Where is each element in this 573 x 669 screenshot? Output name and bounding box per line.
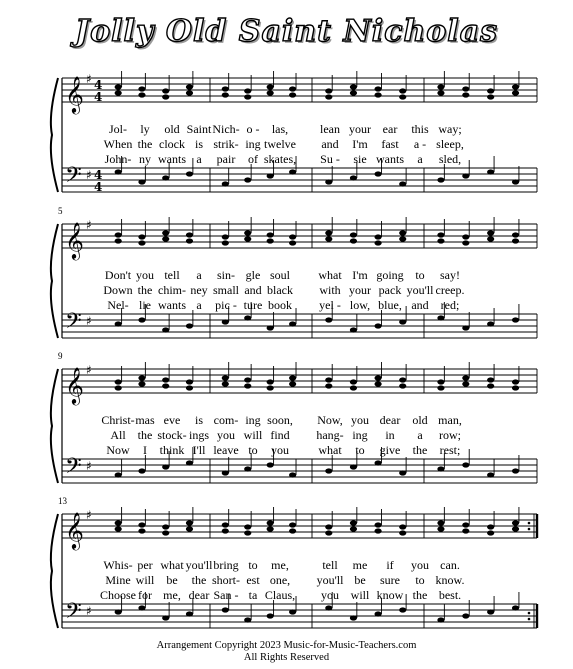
lyric-syllable: one,: [269, 573, 291, 587]
lyric-syllable: me: [352, 558, 368, 572]
lyric-syllable: soul: [269, 268, 291, 282]
lyric-syllable: the: [137, 283, 153, 297]
lyric-syllable: Whis-: [103, 558, 133, 572]
lyric-syllable: be: [354, 573, 366, 587]
lyric-syllable: fast: [381, 137, 399, 151]
lyric-syllable: John-: [104, 152, 132, 166]
measure-number: 9: [58, 351, 63, 361]
lyric-syllable: mas: [135, 413, 155, 427]
lyric-syllable: strik-: [213, 137, 239, 151]
lyric-syllable: tell: [164, 268, 180, 282]
lyric-line: [0, 443, 573, 457]
lyric-syllable: your: [349, 122, 371, 136]
lyric-syllable: a: [196, 152, 202, 166]
lyric-syllable: sure: [380, 573, 400, 587]
lyric-syllable: Now: [106, 443, 130, 457]
lyric-syllable: yel -: [319, 298, 341, 312]
lyric-syllable: San -: [213, 588, 239, 602]
lyric-syllable: Now,: [317, 413, 343, 427]
lyric-line: [0, 573, 573, 587]
lyric-syllable: will: [243, 428, 263, 442]
footer: [0, 640, 573, 664]
lyric-syllable: small: [213, 283, 239, 297]
lyric-syllable: you'll: [406, 283, 434, 297]
time-signature-bottom: 4: [94, 90, 103, 104]
music-system: [0, 351, 573, 507]
lyric-syllable: lean: [320, 122, 340, 136]
treble-clef-icon: 𝄞: [65, 75, 84, 113]
lyric-syllable: I'll: [192, 443, 206, 457]
lyric-syllable: All: [110, 428, 126, 442]
treble-clef-icon: 𝄞: [65, 366, 84, 404]
lyric-syllable: to: [248, 443, 258, 457]
lyric-syllable: wants: [158, 152, 186, 166]
lyric-syllable: what: [160, 558, 184, 572]
lyric-syllable: me,: [163, 588, 181, 602]
lyric-syllable: When: [103, 137, 133, 151]
lyric-syllable: a: [196, 268, 202, 282]
time-signature-top: 4: [94, 78, 103, 92]
sharp-icon: ♯: [86, 459, 92, 474]
measure-number: 13: [58, 496, 67, 506]
lyric-syllable: Mine: [105, 573, 131, 587]
sharp-icon: ♯: [86, 218, 92, 233]
lyric-syllable: clock: [159, 137, 185, 151]
lyric-syllable: and: [321, 137, 339, 151]
lyric-syllable: to: [248, 558, 258, 572]
lyric-syllable: pack: [378, 283, 402, 297]
lyric-syllable: twelve: [264, 137, 296, 151]
treble-clef-icon: 𝄞: [65, 221, 84, 259]
lyric-syllable: man,: [438, 413, 462, 427]
lyric-syllable: to: [355, 443, 365, 457]
lyric-syllable: I'm: [352, 268, 368, 282]
lyric-syllable: to: [415, 573, 425, 587]
sharp-icon: ♯: [86, 72, 92, 87]
lyric-syllable: going: [376, 268, 404, 282]
lyric-syllable: Nel-: [107, 298, 129, 312]
lyric-syllable: ear: [382, 122, 398, 136]
lyric-syllable: with: [319, 283, 341, 297]
lyric-syllable: red;: [440, 298, 460, 312]
lyric-syllable: you: [271, 443, 289, 457]
measure-number: 5: [58, 206, 63, 216]
lyric-syllable: com-: [213, 413, 239, 427]
time-signature-bottom: 4: [94, 180, 103, 194]
lyric-syllable: soon,: [267, 413, 293, 427]
lyric-line: [0, 137, 573, 151]
lyric-syllable: Saint: [186, 122, 212, 136]
lyric-syllable: what: [318, 443, 342, 457]
lyric-syllable: Claus,: [264, 588, 296, 602]
sharp-icon: ♯: [86, 508, 92, 523]
lyric-syllable: Choose: [100, 588, 136, 602]
bass-clef-icon: 𝄢: [65, 454, 82, 484]
lyric-syllable: you: [411, 558, 429, 572]
lyric-syllable: and: [411, 298, 429, 312]
lyric-syllable: old: [412, 413, 428, 427]
lyric-syllable: the: [137, 137, 153, 151]
lyric-syllable: skates,: [263, 152, 297, 166]
lyric-syllable: ing: [245, 137, 261, 151]
lyric-syllable: black: [267, 283, 293, 297]
treble-clef-icon: 𝄞: [65, 511, 84, 549]
lyric-syllable: sie: [353, 152, 367, 166]
lyric-syllable: in: [385, 428, 395, 442]
lyric-syllable: short-: [212, 573, 240, 587]
lyric-syllable: ings: [188, 428, 210, 442]
lyric-syllable: sled,: [438, 152, 462, 166]
lyric-syllable: pair: [216, 152, 236, 166]
lyric-syllable: you'll: [185, 558, 213, 572]
lyric-syllable: leave: [213, 443, 239, 457]
lyric-syllable: Down: [103, 283, 133, 297]
lyric-line: [0, 152, 573, 166]
lyric-syllable: o -: [246, 122, 260, 136]
lyric-syllable: wants: [376, 152, 404, 166]
sharp-icon: ♯: [86, 604, 92, 619]
lyric-syllable: think: [159, 443, 185, 457]
lyric-syllable: this: [411, 122, 429, 136]
lyric-syllable: ing: [245, 413, 261, 427]
music-system: [0, 206, 573, 362]
lyric-syllable: book: [268, 298, 292, 312]
lyric-syllable: bring: [213, 558, 239, 572]
lyric-line: [0, 588, 573, 602]
lyric-syllable: I'm: [352, 137, 368, 151]
bass-clef-icon: 𝄢: [65, 599, 82, 629]
lyric-syllable: gle: [245, 268, 261, 282]
lyric-syllable: be: [166, 573, 178, 587]
lyric-syllable: know: [376, 588, 404, 602]
lyric-syllable: old: [164, 122, 180, 136]
lyric-syllable: rest;: [439, 443, 461, 457]
lyric-line: [0, 428, 573, 442]
lyric-syllable: know.: [435, 573, 465, 587]
lyric-syllable: best.: [438, 588, 462, 602]
lyric-syllable: a -: [413, 137, 427, 151]
sharp-icon: ♯: [86, 363, 92, 378]
lyric-syllable: give: [379, 443, 401, 457]
lyric-syllable: Su -: [320, 152, 340, 166]
lyric-syllable: the: [412, 443, 428, 457]
lyric-syllable: Christ-: [101, 413, 135, 427]
lyric-syllable: creep.: [435, 283, 465, 297]
lyric-line: [0, 298, 573, 312]
lyric-syllable: dear: [379, 413, 401, 427]
lyric-syllable: I: [143, 443, 147, 457]
rights-line: All Rights Reserved: [243, 652, 330, 663]
lyric-syllable: sleep,: [436, 137, 464, 151]
lyric-syllable: ta: [248, 588, 258, 602]
lyric-syllable: eve: [163, 413, 181, 427]
lyric-syllable: row;: [439, 428, 461, 442]
lyric-syllable: pic -: [215, 298, 237, 312]
lyric-syllable: lie: [139, 298, 151, 312]
time-signature-top: 4: [94, 168, 103, 182]
lyric-syllable: per: [137, 558, 153, 572]
sharp-icon: ♯: [86, 314, 92, 329]
lyric-syllable: you'll: [316, 573, 344, 587]
copyright-line: Arrangement Copyright 2023 Music-for-Music-Teachers.com: [156, 640, 417, 651]
lyric-syllable: las,: [271, 122, 289, 136]
lyric-syllable: chim-: [158, 283, 186, 297]
lyric-syllable: sin-: [217, 268, 235, 282]
lyric-syllable: for: [138, 588, 152, 602]
lyric-syllable: find: [270, 428, 290, 442]
lyric-syllable: dear: [188, 588, 210, 602]
lyric-syllable: wants: [158, 298, 186, 312]
lyric-syllable: you: [321, 588, 339, 602]
lyric-syllable: to: [415, 268, 425, 282]
lyric-syllable: you: [351, 413, 369, 427]
lyric-syllable: Don't: [104, 268, 132, 282]
lyric-syllable: ture: [243, 298, 263, 312]
lyric-syllable: ny: [139, 152, 151, 166]
lyric-syllable: of: [248, 152, 258, 166]
lyric-syllable: say!: [440, 268, 460, 282]
lyric-syllable: the: [412, 588, 428, 602]
lyric-syllable: blue,: [378, 298, 402, 312]
lyric-syllable: will: [135, 573, 155, 587]
lyric-line: [0, 283, 573, 297]
lyric-syllable: stock-: [157, 428, 187, 442]
lyric-line: [0, 122, 573, 136]
music-system: [0, 66, 573, 216]
lyric-syllable: low,: [349, 298, 371, 312]
page-title: Jolly Old Saint Nicholas: [74, 14, 499, 49]
lyric-syllable: tell: [322, 558, 338, 572]
lyric-syllable: is: [194, 137, 204, 151]
lyric-syllable: Jol-: [109, 122, 127, 136]
music-system: [0, 496, 573, 652]
lyric-line: [0, 268, 573, 282]
lyric-syllable: will: [350, 588, 370, 602]
lyric-line: [0, 413, 573, 427]
lyric-syllable: ing: [352, 428, 368, 442]
lyric-syllable: the: [191, 573, 207, 587]
lyric-syllable: you: [136, 268, 154, 282]
lyric-syllable: est: [246, 573, 260, 587]
lyric-line: [0, 558, 573, 572]
lyric-syllable: ly: [140, 122, 150, 136]
bass-clef-icon: 𝄢: [65, 309, 82, 339]
lyric-syllable: the: [137, 428, 153, 442]
lyric-syllable: way;: [438, 122, 462, 136]
sharp-icon: ♯: [86, 168, 92, 183]
lyric-syllable: you: [217, 428, 235, 442]
lyric-syllable: your: [349, 283, 371, 297]
lyric-syllable: can.: [440, 558, 460, 572]
bass-clef-icon: 𝄢: [65, 163, 82, 193]
lyric-syllable: Nich-: [212, 122, 240, 136]
lyric-syllable: and: [244, 283, 262, 297]
lyric-syllable: is: [194, 413, 204, 427]
lyric-syllable: me,: [271, 558, 289, 572]
lyric-syllable: ney: [190, 283, 208, 297]
lyric-syllable: a: [417, 152, 423, 166]
lyric-syllable: if: [386, 558, 394, 572]
lyric-syllable: hang-: [316, 428, 344, 442]
lyric-syllable: a: [196, 298, 202, 312]
lyric-syllable: what: [318, 268, 342, 282]
lyric-syllable: a: [417, 428, 423, 442]
